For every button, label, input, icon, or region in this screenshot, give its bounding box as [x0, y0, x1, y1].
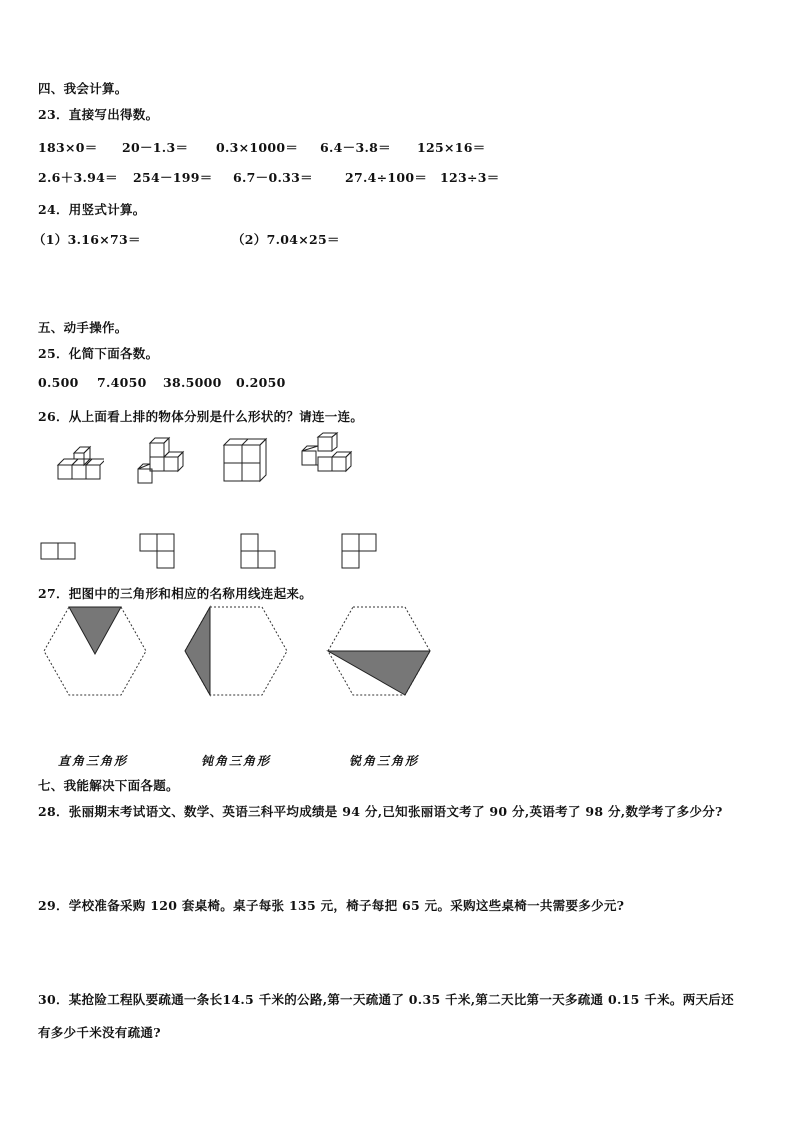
q27-label-acute: 锐角三角形: [349, 754, 420, 768]
q23-r1-c1: 183×0＝: [38, 140, 98, 155]
q26-stem: 26．从上面看上排的物体分别是什么形状的？请连一连。: [38, 409, 364, 424]
q29-text: 29．学校准备采购 120 套桌椅。桌子每张 135 元，椅子每把 65 元。采购这些桌椅一共需要多少元?: [38, 898, 625, 913]
q23-r1-c4: 6.4－3.8＝: [320, 140, 391, 155]
top-view-4: [341, 533, 377, 569]
q28-text: 28．张丽期末考试语文、数学、英语三科平均成绩是 94 分,已知张丽语文考了 90 分,英语考了 98 分,数学考了多少分?: [38, 804, 723, 819]
q23-r1-c5: 125×16＝: [417, 140, 486, 155]
q23-r2-c4: 27.4÷100＝: [345, 170, 428, 185]
q23-r2-c1: 2.6＋3.94＝: [38, 170, 118, 185]
q30-text-line1: 30．某抢险工程队要疏通一条长14.5 千米的公路,第一天疏通了 0.35 千米,第二天比第一天多疏通 0.15 千米。两天后还: [38, 992, 734, 1007]
section-4-title: 四、我会计算。: [38, 81, 128, 96]
q25-num-4: 0.2050: [236, 375, 286, 390]
top-view-1: [40, 542, 76, 560]
q23-r1-c3: 0.3×1000＝: [216, 140, 299, 155]
q24-item-2: （2）7.04×25＝: [232, 232, 340, 247]
hexagon-figure-1: [42, 605, 148, 697]
top-view-2: [139, 533, 175, 569]
hexagon-figure-2: [183, 605, 289, 697]
q23-r2-c2: 254－199＝: [133, 170, 213, 185]
q23-r1-c2: 20－1.3＝: [122, 140, 189, 155]
q25-num-2: 7.4050: [97, 375, 147, 390]
q27-stem: 27．把图中的三角形和相应的名称用线连起来。: [38, 586, 312, 601]
q27-label-obtuse: 钝角三角形: [201, 754, 272, 768]
q25-num-1: 0.500: [38, 375, 79, 390]
q27-label-right: 直角三角形: [58, 754, 129, 768]
q24-item-1: （1）3.16×73＝: [33, 232, 141, 247]
q24-stem: 24．用竖式计算。: [38, 202, 146, 217]
q23-r2-c5: 123÷3＝: [440, 170, 500, 185]
cube-figure-2: [136, 435, 188, 487]
top-view-3: [240, 533, 276, 569]
section-5-title: 五、动手操作。: [38, 320, 128, 335]
hexagon-figure-3: [326, 605, 432, 697]
q25-num-3: 38.5000: [163, 375, 222, 390]
q23-stem: 23．直接写出得数。: [38, 107, 159, 122]
q30-text-line2: 有多少千米没有疏通?: [38, 1025, 161, 1040]
cube-figure-1: [54, 445, 104, 483]
cube-figure-3: [222, 437, 270, 485]
q25-stem: 25．化简下面各数。: [38, 346, 159, 361]
q23-r2-c3: 6.7－0.33＝: [233, 170, 313, 185]
section-7-title: 七、我能解决下面各题。: [38, 778, 179, 793]
cube-figure-4: [300, 431, 356, 483]
